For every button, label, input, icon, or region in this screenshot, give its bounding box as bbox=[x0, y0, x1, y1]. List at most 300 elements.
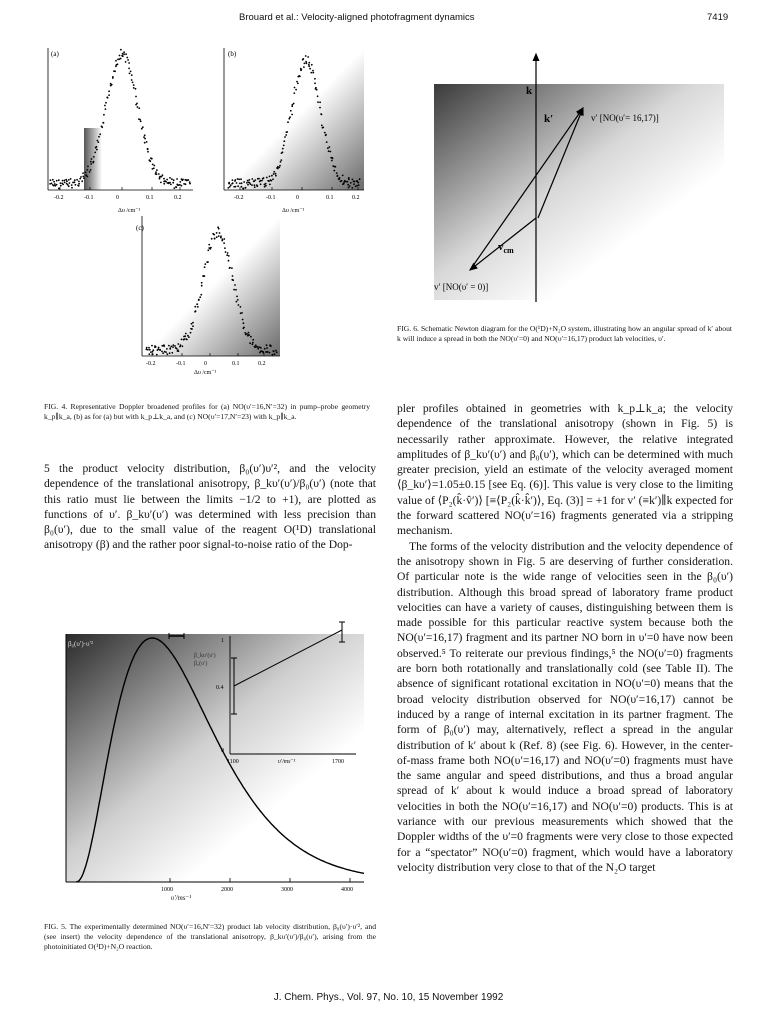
trace-point bbox=[240, 306, 242, 308]
trace-point bbox=[254, 346, 256, 348]
trace-point bbox=[297, 83, 299, 85]
trace-point bbox=[335, 166, 337, 168]
trace-point bbox=[272, 354, 274, 356]
trace-point bbox=[147, 151, 149, 153]
trace-point bbox=[78, 181, 80, 183]
trace-point bbox=[293, 103, 295, 105]
trace-point bbox=[83, 177, 85, 179]
trace-point bbox=[242, 187, 244, 189]
trace-point bbox=[300, 69, 302, 71]
trace-point bbox=[264, 348, 266, 350]
trace-point bbox=[140, 120, 142, 122]
trace-point bbox=[325, 135, 327, 137]
trace-point bbox=[254, 184, 256, 186]
trace-point bbox=[69, 182, 71, 184]
trace-point bbox=[241, 186, 243, 188]
trace-point bbox=[162, 174, 164, 176]
trace-point bbox=[184, 335, 186, 337]
trace-point bbox=[322, 127, 324, 129]
trace-point bbox=[138, 107, 140, 109]
trace-point bbox=[339, 177, 341, 179]
trace-point bbox=[244, 332, 246, 334]
trace-point bbox=[328, 150, 330, 152]
trace-point bbox=[143, 136, 145, 138]
trace-point bbox=[312, 72, 314, 74]
trace-point bbox=[265, 185, 267, 187]
trace-point bbox=[238, 178, 240, 180]
trace-point bbox=[224, 247, 226, 249]
fig5-xtick-label: 4000 bbox=[341, 887, 353, 893]
trace-point bbox=[254, 179, 256, 181]
trace-point bbox=[269, 352, 271, 354]
trace-point bbox=[240, 178, 242, 180]
trace-point bbox=[236, 301, 238, 303]
trace-point bbox=[79, 178, 81, 180]
trace-point bbox=[256, 184, 258, 186]
trace-point bbox=[71, 187, 73, 189]
trace-point bbox=[65, 179, 67, 181]
trace-point bbox=[332, 158, 334, 160]
trace-point bbox=[152, 351, 154, 353]
trace-point bbox=[245, 187, 247, 189]
trace-point bbox=[174, 345, 176, 347]
trace-point bbox=[54, 183, 56, 185]
trace-point bbox=[324, 132, 326, 134]
trace-point bbox=[159, 176, 161, 178]
trace-point bbox=[228, 260, 230, 262]
trace-point bbox=[133, 84, 135, 86]
tick-label: -0.1 bbox=[84, 195, 94, 201]
trace-point bbox=[213, 234, 215, 236]
trace-point bbox=[267, 351, 269, 353]
trace-point bbox=[234, 179, 236, 181]
trace-point bbox=[287, 121, 289, 123]
trace-point bbox=[218, 235, 220, 237]
trace-point bbox=[60, 185, 62, 187]
trace-point bbox=[308, 65, 310, 67]
trace-point bbox=[305, 55, 307, 57]
trace-point bbox=[104, 105, 106, 107]
trace-point bbox=[169, 352, 171, 354]
trace-point bbox=[62, 180, 64, 182]
trace-point bbox=[127, 59, 129, 61]
trace-point bbox=[123, 53, 125, 55]
trace-point bbox=[108, 90, 110, 92]
trace-point bbox=[331, 160, 333, 162]
trace-point bbox=[314, 82, 316, 84]
trace-point bbox=[172, 346, 174, 348]
trace-point bbox=[329, 146, 331, 148]
trace-point bbox=[166, 348, 168, 350]
trace-point bbox=[257, 346, 259, 348]
trace-point bbox=[307, 56, 309, 58]
trace-point bbox=[162, 352, 164, 354]
panel-b-xlabel: Δυ /cm⁻¹ bbox=[282, 208, 305, 214]
trace-point bbox=[326, 141, 328, 143]
tick-label: -0.2 bbox=[54, 195, 64, 201]
trace-point bbox=[183, 338, 185, 340]
trace-point bbox=[152, 349, 154, 351]
trace-point bbox=[235, 186, 237, 188]
trace-point bbox=[169, 348, 171, 350]
trace-point bbox=[125, 53, 127, 55]
trace-point bbox=[210, 247, 212, 249]
trace-point bbox=[156, 169, 158, 171]
trace-point bbox=[190, 332, 192, 334]
fig4-figure bbox=[38, 40, 383, 382]
trace-point bbox=[153, 167, 155, 169]
trace-point bbox=[306, 62, 308, 64]
trace-point bbox=[236, 182, 238, 184]
trace-point bbox=[156, 354, 158, 356]
trace-point bbox=[243, 181, 245, 183]
trace-point bbox=[117, 63, 119, 65]
trace-point bbox=[309, 68, 311, 70]
trace-point bbox=[273, 171, 275, 173]
trace-point bbox=[199, 296, 201, 298]
trace-point bbox=[349, 185, 351, 187]
trace-point bbox=[97, 140, 99, 142]
panel-a-trace bbox=[49, 49, 191, 190]
tick-label: 0.1 bbox=[232, 361, 240, 367]
tick-label: 0.1 bbox=[326, 195, 334, 201]
trace-point bbox=[53, 181, 55, 183]
trace-point bbox=[99, 133, 101, 135]
journal-footer: J. Chem. Phys., Vol. 97, No. 10, 15 November 1992 bbox=[273, 992, 504, 1003]
trace-point bbox=[128, 62, 130, 64]
trace-point bbox=[243, 327, 245, 329]
trace-point bbox=[188, 179, 190, 181]
trace-point bbox=[291, 114, 293, 116]
trace-point bbox=[90, 161, 92, 163]
tick-label: -0.2 bbox=[234, 195, 244, 201]
trace-point bbox=[52, 179, 54, 181]
trace-point bbox=[305, 61, 307, 63]
trace-point bbox=[76, 179, 78, 181]
trace-point bbox=[350, 182, 352, 184]
trace-point bbox=[333, 170, 335, 172]
trace-point bbox=[277, 168, 279, 170]
trace-point bbox=[353, 183, 355, 185]
left-paragraph: 5 the product velocity distribution, β₀(υ′)υ′², and the velocity dependence of the translational anisotropy, β_kυ′(υ′)/β₀(υ′) (note that this ratio must lie between the limits −1/2 to +1), are plotted as functions of υ′. β_kυ′(υ′) was determined with less precision than β₀(υ′), due to the small value of the reagent O(¹D) translational anisotropy (β) and the rather poor signal-to-noise ratio of the Dop- bbox=[44, 462, 376, 552]
trace-point bbox=[311, 64, 313, 66]
trace-point bbox=[316, 89, 318, 91]
trace-point bbox=[250, 183, 252, 185]
trace-point bbox=[317, 101, 319, 103]
trace-point bbox=[276, 351, 278, 353]
trace-point bbox=[223, 238, 225, 240]
trace-point bbox=[78, 185, 80, 187]
trace-point bbox=[214, 238, 216, 240]
trace-point bbox=[243, 322, 245, 324]
trace-point bbox=[232, 275, 234, 277]
trace-point bbox=[341, 180, 343, 182]
trace-point bbox=[248, 332, 250, 334]
trace-point bbox=[286, 131, 288, 133]
trace-point bbox=[251, 184, 253, 186]
trace-point bbox=[144, 138, 146, 140]
trace-point bbox=[351, 187, 353, 189]
trace-point bbox=[237, 185, 239, 187]
trace-point bbox=[229, 267, 231, 269]
trace-point bbox=[192, 325, 194, 327]
trace-point bbox=[64, 182, 66, 184]
trace-point bbox=[269, 184, 271, 186]
label-v-top: v′ [NO(υ′= 16,17)] bbox=[591, 113, 659, 123]
trace-point bbox=[197, 306, 199, 308]
trace-point bbox=[238, 304, 240, 306]
trace-point bbox=[125, 61, 127, 63]
trace-point bbox=[67, 184, 69, 186]
trace-point bbox=[352, 179, 354, 181]
trace-point bbox=[90, 169, 92, 171]
panel-c-label: (c) bbox=[136, 224, 144, 232]
panel-c-xlabel: Δυ /cm⁻¹ bbox=[194, 370, 217, 376]
inset-xtick-2: 1700 bbox=[332, 759, 344, 765]
trace-point bbox=[357, 182, 359, 184]
trace-point bbox=[252, 339, 254, 341]
trace-point bbox=[216, 236, 218, 238]
trace-point bbox=[155, 346, 157, 348]
trace-point bbox=[258, 178, 260, 180]
trace-point bbox=[105, 108, 107, 110]
trace-point bbox=[223, 242, 225, 244]
trace-point bbox=[241, 312, 243, 314]
trace-point bbox=[60, 182, 62, 184]
trace-point bbox=[64, 180, 66, 182]
inset-ytick-1: 1 bbox=[221, 638, 224, 644]
trace-point bbox=[120, 49, 122, 51]
trace-point bbox=[218, 228, 220, 230]
trace-point bbox=[141, 128, 143, 130]
trace-point bbox=[232, 182, 234, 184]
fig5-ylabel: β₀(υ′)·υ′² bbox=[68, 640, 94, 648]
inset-ytick-0: 0 bbox=[221, 748, 224, 754]
trace-point bbox=[66, 180, 68, 182]
trace-point bbox=[188, 336, 190, 338]
trace-point bbox=[282, 151, 284, 153]
trace-point bbox=[85, 172, 87, 174]
trace-point bbox=[122, 55, 124, 57]
trace-point bbox=[74, 179, 76, 181]
trace-point bbox=[50, 179, 52, 181]
fig5-xtick-label: 1000 bbox=[161, 887, 173, 893]
trace-point bbox=[273, 351, 275, 353]
trace-point bbox=[279, 165, 281, 167]
trace-point bbox=[148, 353, 150, 355]
tick-label: 0 bbox=[296, 195, 299, 201]
trace-point bbox=[142, 126, 144, 128]
trace-point bbox=[172, 182, 174, 184]
trace-point bbox=[196, 303, 198, 305]
trace-point bbox=[207, 249, 209, 251]
trace-point bbox=[234, 284, 236, 286]
trace-point bbox=[239, 183, 241, 185]
trace-point bbox=[200, 294, 202, 296]
trace-point bbox=[310, 72, 312, 74]
trace-point bbox=[312, 70, 314, 72]
trace-point bbox=[315, 87, 317, 89]
trace-point bbox=[123, 51, 125, 53]
trace-point bbox=[161, 351, 163, 353]
trace-point bbox=[181, 339, 183, 341]
trace-point bbox=[317, 95, 319, 97]
trace-point bbox=[201, 285, 203, 287]
trace-point bbox=[149, 349, 151, 351]
trace-point bbox=[228, 255, 230, 257]
trace-point bbox=[228, 183, 230, 185]
trace-point bbox=[280, 159, 282, 161]
trace-point bbox=[139, 119, 141, 121]
trace-point bbox=[146, 347, 148, 349]
trace-point bbox=[175, 186, 177, 188]
label-vcm: $v_{cm}$ bbox=[498, 241, 514, 255]
trace-point bbox=[160, 182, 162, 184]
trace-point bbox=[186, 339, 188, 341]
trace-point bbox=[81, 180, 83, 182]
inset-ylabel-2: β₀(υ′) bbox=[194, 661, 208, 667]
trace-point bbox=[221, 240, 223, 242]
trace-point bbox=[182, 179, 184, 181]
trace-point bbox=[336, 172, 338, 174]
trace-point bbox=[321, 125, 323, 127]
page-number: 7419 bbox=[707, 12, 729, 23]
trace-point bbox=[204, 275, 206, 277]
trace-point bbox=[233, 289, 235, 291]
trace-point bbox=[260, 347, 262, 349]
trace-point bbox=[97, 141, 99, 143]
trace-point bbox=[320, 113, 322, 115]
trace-point bbox=[144, 142, 146, 144]
trace-point bbox=[246, 182, 248, 184]
trace-point bbox=[270, 345, 272, 347]
trace-point bbox=[165, 181, 167, 183]
trace-point bbox=[216, 232, 218, 234]
trace-point bbox=[114, 70, 116, 72]
tick-label: 0.2 bbox=[174, 195, 182, 201]
trace-point bbox=[150, 351, 152, 353]
trace-point bbox=[247, 180, 249, 182]
trace-point bbox=[290, 110, 292, 112]
trace-point bbox=[319, 107, 321, 109]
inset-ytick-04: 0.4 bbox=[216, 685, 224, 691]
fig5-caption: FIG. 5. The experimentally determined NO(υ′=16,N′=32) product lab velocity distribution, β₀(υ′)·υ′², and (see insert) the velocity dependence of the translational anisotropy, β_kυ′(υ′)/β₀(υ′), arising from the photoinitiated O(¹D)+N₂O reaction. bbox=[44, 922, 376, 951]
trace-point bbox=[132, 82, 134, 84]
trace-point bbox=[283, 145, 285, 147]
trace-point bbox=[131, 79, 133, 81]
trace-point bbox=[278, 167, 280, 169]
trace-point bbox=[128, 68, 130, 70]
fig5-xlabel: υ′/ms⁻¹ bbox=[171, 894, 192, 902]
panel-a-xlabel: Δυ /cm⁻¹ bbox=[118, 208, 141, 214]
trace-point bbox=[165, 351, 167, 353]
trace-point bbox=[166, 353, 168, 355]
trace-point bbox=[103, 122, 105, 124]
trace-point bbox=[275, 175, 277, 177]
trace-point bbox=[145, 349, 147, 351]
fig5-figure bbox=[44, 616, 376, 893]
trace-point bbox=[248, 334, 250, 336]
trace-point bbox=[284, 136, 286, 138]
trace-point bbox=[237, 178, 239, 180]
trace-point bbox=[120, 58, 122, 60]
trace-point bbox=[303, 66, 305, 68]
fig4-caption: FIG. 4. Representative Doppler broadened profiles for (a) NO(υ′=16,N′=32) in pump–probe geometry k_p∥k_a, (b) as for (a) but with k_p⊥k_a, and (c) NO(υ′=17,N′=23) with k_p∥k_a. bbox=[44, 402, 370, 421]
trace-point bbox=[261, 180, 263, 182]
trace-point bbox=[185, 183, 187, 185]
trace-point bbox=[152, 164, 154, 166]
trace-point bbox=[56, 180, 58, 182]
trace-point bbox=[251, 178, 253, 180]
tick-label: -0.2 bbox=[146, 361, 156, 367]
trace-point bbox=[250, 336, 252, 338]
trace-point bbox=[211, 238, 213, 240]
trace-point bbox=[68, 179, 70, 181]
trace-point bbox=[107, 97, 109, 99]
trace-point bbox=[151, 345, 153, 347]
right-body-text bbox=[397, 401, 733, 875]
trace-point bbox=[94, 152, 96, 154]
trace-point bbox=[232, 279, 234, 281]
trace-point bbox=[263, 177, 265, 179]
trace-point bbox=[168, 345, 170, 347]
trace-point bbox=[93, 156, 95, 158]
trace-point bbox=[242, 319, 244, 321]
trace-point bbox=[273, 173, 275, 175]
trace-point bbox=[80, 176, 82, 178]
trace-point bbox=[153, 165, 155, 167]
trace-point bbox=[146, 141, 148, 143]
trace-point bbox=[348, 187, 350, 189]
trace-point bbox=[194, 306, 196, 308]
trace-point bbox=[269, 176, 271, 178]
inset-xlabel: υ′/ms⁻¹ bbox=[278, 759, 296, 765]
trace-point bbox=[254, 186, 256, 188]
trace-point bbox=[178, 350, 180, 352]
running-title: Brouard et al.: Velocity-aligned photofragment dynamics bbox=[239, 12, 475, 23]
trace-point bbox=[227, 187, 229, 189]
trace-point bbox=[87, 169, 89, 171]
trace-point bbox=[347, 181, 349, 183]
right-paragraph-2: The forms of the velocity distribution and the velocity dependence of the anisotropy shown in Fig. 5 are deserving of further consideration. Of particular note is the wide range of velocities seen in the β₀(υ′) distribution. Although this broad spread of laboratory frame product velocities can have a variety of causes, distinguishing between them is made possible for this particular reactive system because both the NO(υ′=16,17) fragment and its partner NO born in υ′=0 have now been observed.⁵ To reiterate our previous findings,⁵ the NO(υ′=0) fragments are born both rotationally and translationally cold (see Table II). The absence of significant rotational excitation in NO(υ′=0) means that the broad velocity distribution observed for NO(υ′=16,17) cannot be induced by a range of internal excitation in its partner fragment. The form of β₀(υ′) may, alternatively, reflect a spread in the angular distribution of k′ about k (Ref. 8) (see Fig. 6). However, in the center-of-mass frame both NO(υ′=16,17) and NO(υ′=0) fragments must have the same angular and speed distributions, and thus a broad angular spread of k′ about k would induce a broad spread of laboratory velocities in both the NO(υ′=16,17) and NO(υ′=0) products. This is at variance with our previous measurements which showed that the Doppler widths of the υ′=0 fragments were very close to those expected for a “spectator” NO(υ′=0) fragment, which would have a laboratory velocity distribution very close to that of the N₂O target bbox=[397, 539, 733, 874]
trace-point bbox=[151, 158, 153, 160]
trace-point bbox=[252, 342, 254, 344]
trace-point bbox=[347, 184, 349, 186]
trace-point bbox=[293, 92, 295, 94]
trace-point bbox=[91, 158, 93, 160]
trace-point bbox=[247, 184, 249, 186]
trace-point bbox=[220, 235, 222, 237]
panel-a-label: (a) bbox=[51, 50, 59, 58]
trace-point bbox=[171, 178, 173, 180]
trace-point bbox=[195, 310, 197, 312]
trace-point bbox=[87, 176, 89, 178]
trace-point bbox=[191, 328, 193, 330]
trace-point bbox=[130, 71, 132, 73]
trace-point bbox=[319, 101, 321, 103]
trace-point bbox=[282, 148, 284, 150]
trace-point bbox=[198, 299, 200, 301]
trace-point bbox=[51, 183, 53, 185]
trace-point bbox=[96, 146, 98, 148]
trace-point bbox=[105, 102, 107, 104]
trace-point bbox=[248, 179, 250, 181]
trace-point bbox=[358, 184, 360, 186]
trace-point bbox=[275, 350, 277, 352]
right-paragraph-1: pler profiles obtained in geometries with k_p⊥k_a; the velocity dependence of the translational anisotropy (shown in Fig. 5) is necessarily rather approximate. However, the relative integrated amplitudes of β_kυ′(υ′) and β₀(υ′), which can be determined with much greater precision, yield an estimate of the velocity averaged moment ⟨β_kυ′⟩=1.05±0.15 [see Eq. (6)]. This value is very close to the limiting value of ⟨P₂(k̂·v̂′)⟩ [≡⟨P₂(k̂·k̂′)⟩, Eq. (3)] = +1 for v′ (≡k′)∥k expected for the forward scattered NO(υ′=16) fragments generated via a stripping mechanism. bbox=[397, 402, 733, 538]
trace-point bbox=[68, 185, 70, 187]
trace-point bbox=[96, 149, 98, 151]
